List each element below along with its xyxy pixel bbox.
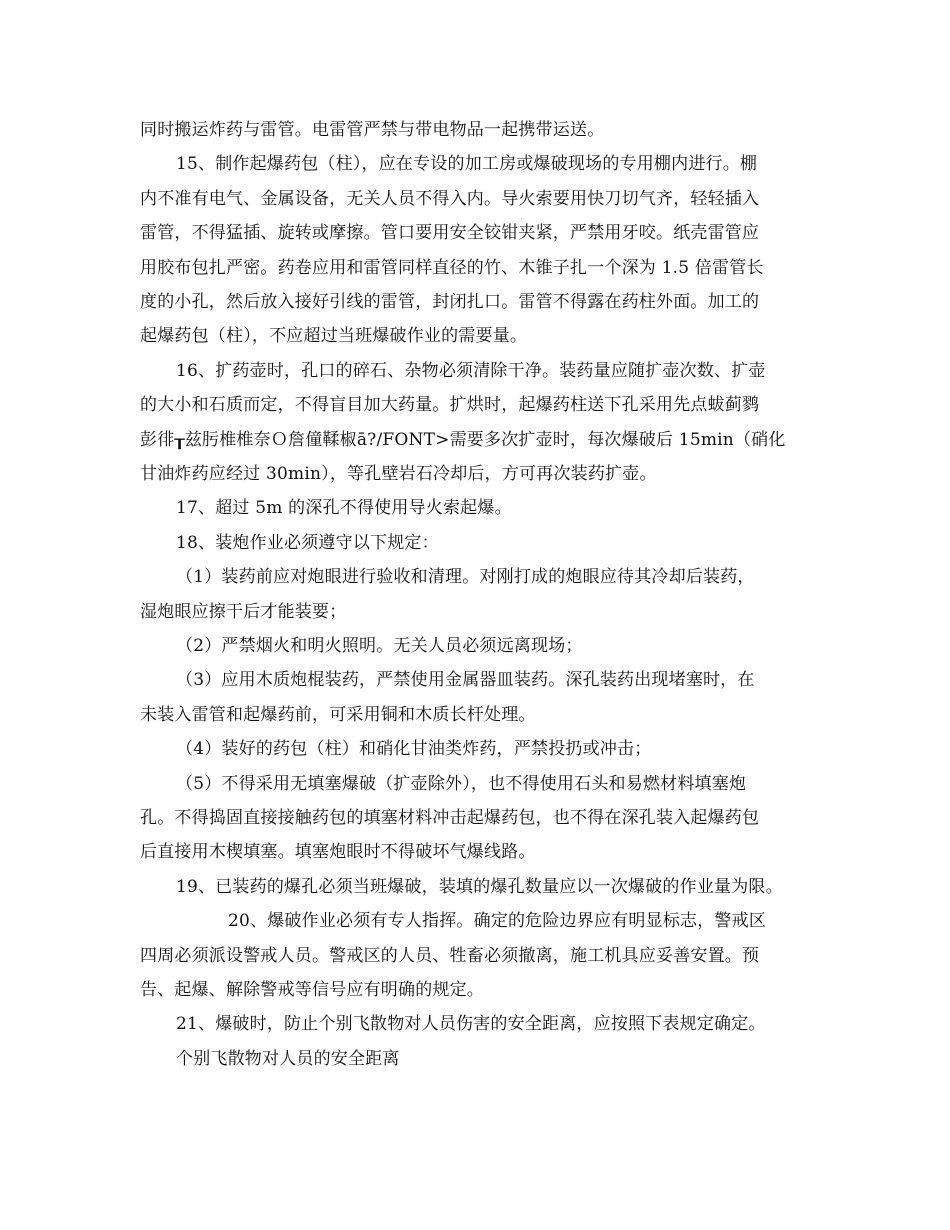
text-line: 湿炮眼应擦干后才能装要； (140, 602, 347, 622)
text-line: 未装入雷管和起爆药前，可采用铜和木质长杆处理。 (140, 705, 536, 725)
text-line: 同时搬运炸药与雷管。电雷管严禁与带电物品一起携带运送。 (140, 120, 605, 140)
text-line: 孔。不得捣固直接接触药包的填塞材料冲击起爆药包，也不得在深孔装入起爆药包 (140, 808, 760, 828)
text-line: 用胶布包扎严密。药卷应用和雷管同样直径的竹、木锥子扎一个深为 1.5 倍雷管长 (140, 258, 764, 278)
text-line: （2）严禁烟火和明火照明。无关人员必须远离现场； (176, 636, 583, 656)
text-line: 后直接用木楔填塞。填塞炮眼时不得破坏气爆线路。 (140, 842, 536, 862)
text-line: （1）装药前应对炮眼进行验收和清理。对刚打成的炮眼应待其冷却后装药， (176, 567, 755, 587)
text-line: 21、爆破时，防止个别飞散物对人员伤害的安全距离，应按照下表规定确定。 (176, 1014, 766, 1034)
text-line: 16、扩药壶时，孔口的碎石、杂物必须清除干净。装药量应随扩壶次数、扩壶 (176, 361, 766, 381)
text-line: 20、爆破作业必须有专人指挥。确定的危险边界应有明显标志，警戒区 (228, 911, 767, 931)
text-line: 告、起爆、解除警戒等信号应有明确的规定。 (140, 980, 484, 1000)
text-line: 18、装炮作业必须遵守以下规定： (176, 533, 439, 553)
text-line: （3）应用木质炮棍装药，严禁使用金属器皿装药。深孔装药出现堵塞时，在 (176, 670, 755, 690)
text-line: 度的小孔，然后放入接好引线的雷管，封闭扎口。雷管不得露在药柱外面。加工的 (140, 292, 760, 312)
text-line: 17、超过 5m 的深孔不得使用导火索起爆。 (176, 498, 512, 518)
text-line: 彭徘┰兹肟椎椎奈Ｏ詹僮鞣椒ā?/FONT>需要多次扩壶时，每次爆破后 15min（硝化 (140, 430, 786, 450)
text-line: 的大小和石质而定，不得盲目加大药量。扩烘时，起爆药柱送下孔采用先点蛂蓟鹨 (140, 395, 760, 415)
text-line: （4）装好的药包（柱）和硝化甘油类炸药，严禁投扔或冲击； (176, 739, 652, 759)
text-line: 甘油炸药应经过 30min），等孔壁岩石冷却后，方可再次装药扩壶。 (140, 464, 657, 484)
table-caption: 个别飞散物对人员的安全距离 (176, 1049, 400, 1069)
text-line: 19、已装药的爆孔必须当班爆破，装填的爆孔数量应以一次爆破的作业量为限。 (176, 877, 783, 897)
text-line: 雷管，不得猛插、旋转或摩擦。管口要用安全铰钳夹紧，严禁用牙咬。纸壳雷管应 (140, 223, 760, 243)
text-line: 起爆药包（柱），不应超过当班爆破作业的需要量。 (140, 326, 528, 346)
text-line: 内不准有电气、金属设备，无关人员不得入内。导火索要用快刀切气齐，轻轻插入 (140, 189, 760, 209)
text-line: （5）不得采用无填塞爆破（扩壶除外），也不得使用石头和易燃材料填塞炮 (176, 774, 747, 794)
text-line: 15、制作起爆药包（柱），应在专设的加工房或爆破现场的专用棚内进行。棚 (176, 154, 758, 174)
text-line: 四周必须派设警戒人员。警戒区的人员、牲畜必须撤离，施工机具应妥善安置。预 (140, 946, 760, 966)
